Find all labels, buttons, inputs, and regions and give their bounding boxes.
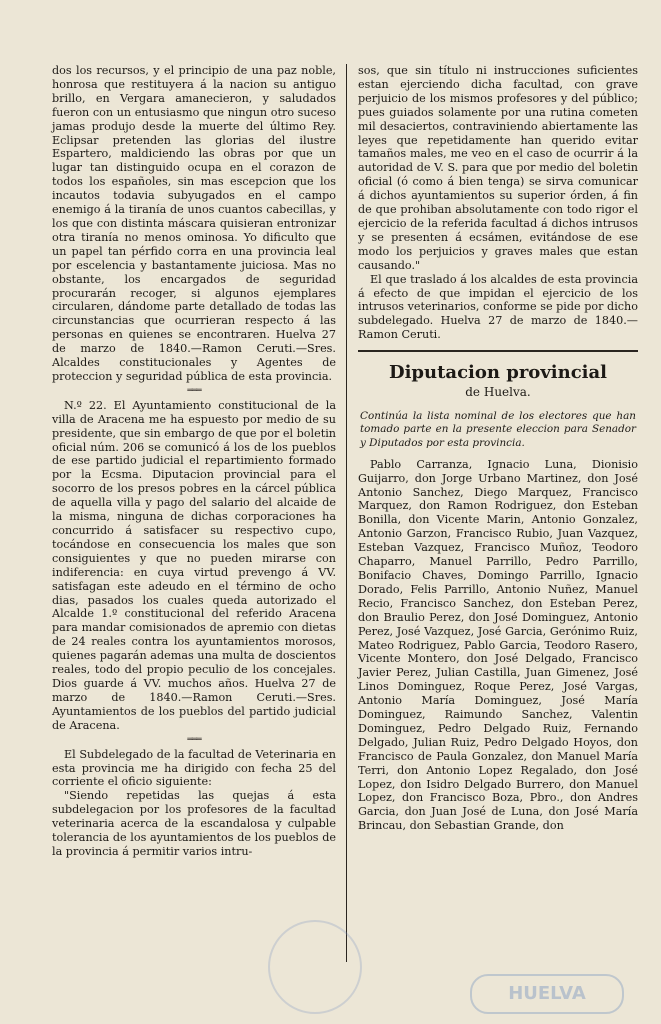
article-paragraph: El que traslado á los alcaldes de esta provincia á efecto de que impidan el ejercicio de los intrusos veterinarios, conforme se pide por dicho subdelegado. Huelva 27 de marzo de 1840.—Ramon Ceruti. [358,272,638,342]
section-intro: Continúa la lista nominal de los electores que han tomado parte en la presente eleccion para Senador y Diputados por esta provincia. [360,410,636,449]
electors-list: Pablo Carranza, Ignacio Luna, Dionisio Guijarro, don Jorge Urbano Martinez, don José Antonio Sanchez, Diego Marquez, Francisco Marquez, don Ramon Rodriguez, don Esteban Bonilla, don Vicente Marin, Antonio Gonzalez, Antonio Garzon, Francisco Rubio, Juan Vazquez, Esteban Vazquez, Francisco Muñoz, Teodoro Chaparro, Manuel Parrillo, Pedro Parrillo, Bonifacio Chaves, Domingo Parrillo, Ignacio Dorado, Felis Parrillo, Antonio Nuñez, Manuel Recio, Francisco Sanchez, don Esteban Perez, don Braulio Perez, don José Dominguez, Antonio Perez, José Vazquez, José Garcia, Gerónimo Ruiz, Mateo Rodriguez, Pablo Garcia, Teodoro Rasero, Vicente Montero, don José Delgado, Francisco Javier Perez, Julian Castilla, Juan Gimenez, José Linos Dominguez, Roque Perez, José Vargas, Antonio María Dominguez, José María Dominguez, Raimundo Sanchez, Valentin Dominguez, Pedro Delgado Ruiz, Fernando Delgado, Julian Ruiz, Pedro Delgado Hoyos, don Francisco de Paula Gonzalez, don Manuel María Terri, don Antonio Lopez Regalado, don José Lopez, don Isidro Delgado Burrero, don Manuel Lopez, don Francisco Boza, Pbro., don Andres Garcia, don Juan José de Luna, don José María Brincau, don Sebastian Grande, don [358,457,638,833]
article-paragraph: N.º 22. El Ayuntamiento constitucional de la villa de Aracena me ha espuesto por medio de su presidente, que sin embargo de que por el boletin oficial núm. 206 se comunicó á los de los pueblos de ese partido judicial el repartimiento formado por la Ecsma. Diputacion provincial para el socorro de los presos pobres en la cárcel pública de aquella villa y pago del salario del alcaide de la misma, ninguna de dichas corporaciones ha concurrido á satisfacer su respectivo cupo, tocándose en consecuencia los males que son consiguientes y que no pueden mirarse con indiferencia: en cuya virtud prevengo á VV. satisfagan este adeudo en el término de ocho dias, pasados los cuales queda autorizado el Alcalde 1.º constitucional del referido Aracena para mandar comisionados de apremio con dietas de 24 reales contra los ayuntamientos morosos, quienes pagarán ademas una multa de doscientos reales, todo del propio peculio de los concejales. Dios guarde á VV. muchos años. Huelva 27 de marzo de 1840.—Ramon Ceruti.—Sres. Ayuntamientos de los pueblos del partido judicial de Aracena. [52,398,336,732]
section-separator: ═══ [187,385,201,396]
column-divider [346,64,347,962]
watermark-seal [268,920,362,1014]
article-paragraph: sos, que sin título ni instrucciones suficientes estan ejerciendo dicha facultad, con grave perjuicio de los mismos profesores y del público; pues guiados solamente por una rutina cometen mil desaciertos, contraviniendo abiertamente las leyes que repetidamente han querido evitar tamaños males, me veo en el caso de ocurrir á la autoridad de V. S. para que por medio del boletin oficial (ó como á bien tenga) se sirva comunicar á dichos ayuntamientos su superior órden, á fin de que prohiban absolutamente con todo rigor el ejercicio de la referida facultad á dichos intrusos y se presenten á ecsámen, evitándose de ese modo los perjuicios y graves males que estan causando." [358,64,638,272]
article-paragraph: dos los recursos, y el principio de una paz noble, honrosa que restituyera á la nacion su antiguo brillo, en Vergara amanecieron, y saludados fueron con un entusiasmo que ningun otro suceso jamas produjo desde la muerte del último Rey. Eclipsar pretenden las glorias del ilustre Espartero, maldiciendo las obras por que un lugar tan distinguido ocupa en el corazon de todos los españoles, sin mas escepcion que los incautos todavia subyugados en el campo enemigo á la tiranía de unos cuantos cabecillas, y los que con distinta máscara quisieran entronizar otra tiranía no menos ominosa. Yo dificulto que un papel tan pérfido corra en una provincia leal por escelencia y bastantamente juiciosa. Mas no obstante, los encargados de seguridad procurarán recoger, si algunos ejemplares circularen, dándome parte detallado de todas las circunstancias que ocurrieran respecto á las personas en quienes se encontraren. Huelva 27 de marzo de 1840.—Ramon Ceruti.—Sres. Alcaldes constitucionales y Agentes de proteccion y seguridad pública de esta provincia. [52,64,336,383]
right-column [358,64,638,833]
section-rule [358,350,638,352]
article-paragraph: "Siendo repetidas las quejas á esta subdelegacion por los profesores de la facultad veterinaria acerca de la escandalosa y culpable tolerancia de los ayuntamientos de los pueblos de la provincia á permitir varios intru- [52,789,336,858]
section-separator: ═══ [187,734,201,745]
section-title: Diputacion provincial [388,362,607,384]
left-column [52,64,336,859]
watermark-logo: HUELVA [470,974,624,1014]
article-paragraph: El Subdelegado de la facultad de Veterinaria en esta provincia me ha dirigido con fecha 25 del corriente el oficio siguiente: [52,747,336,789]
section-subtitle: de Huelva. [465,385,531,400]
